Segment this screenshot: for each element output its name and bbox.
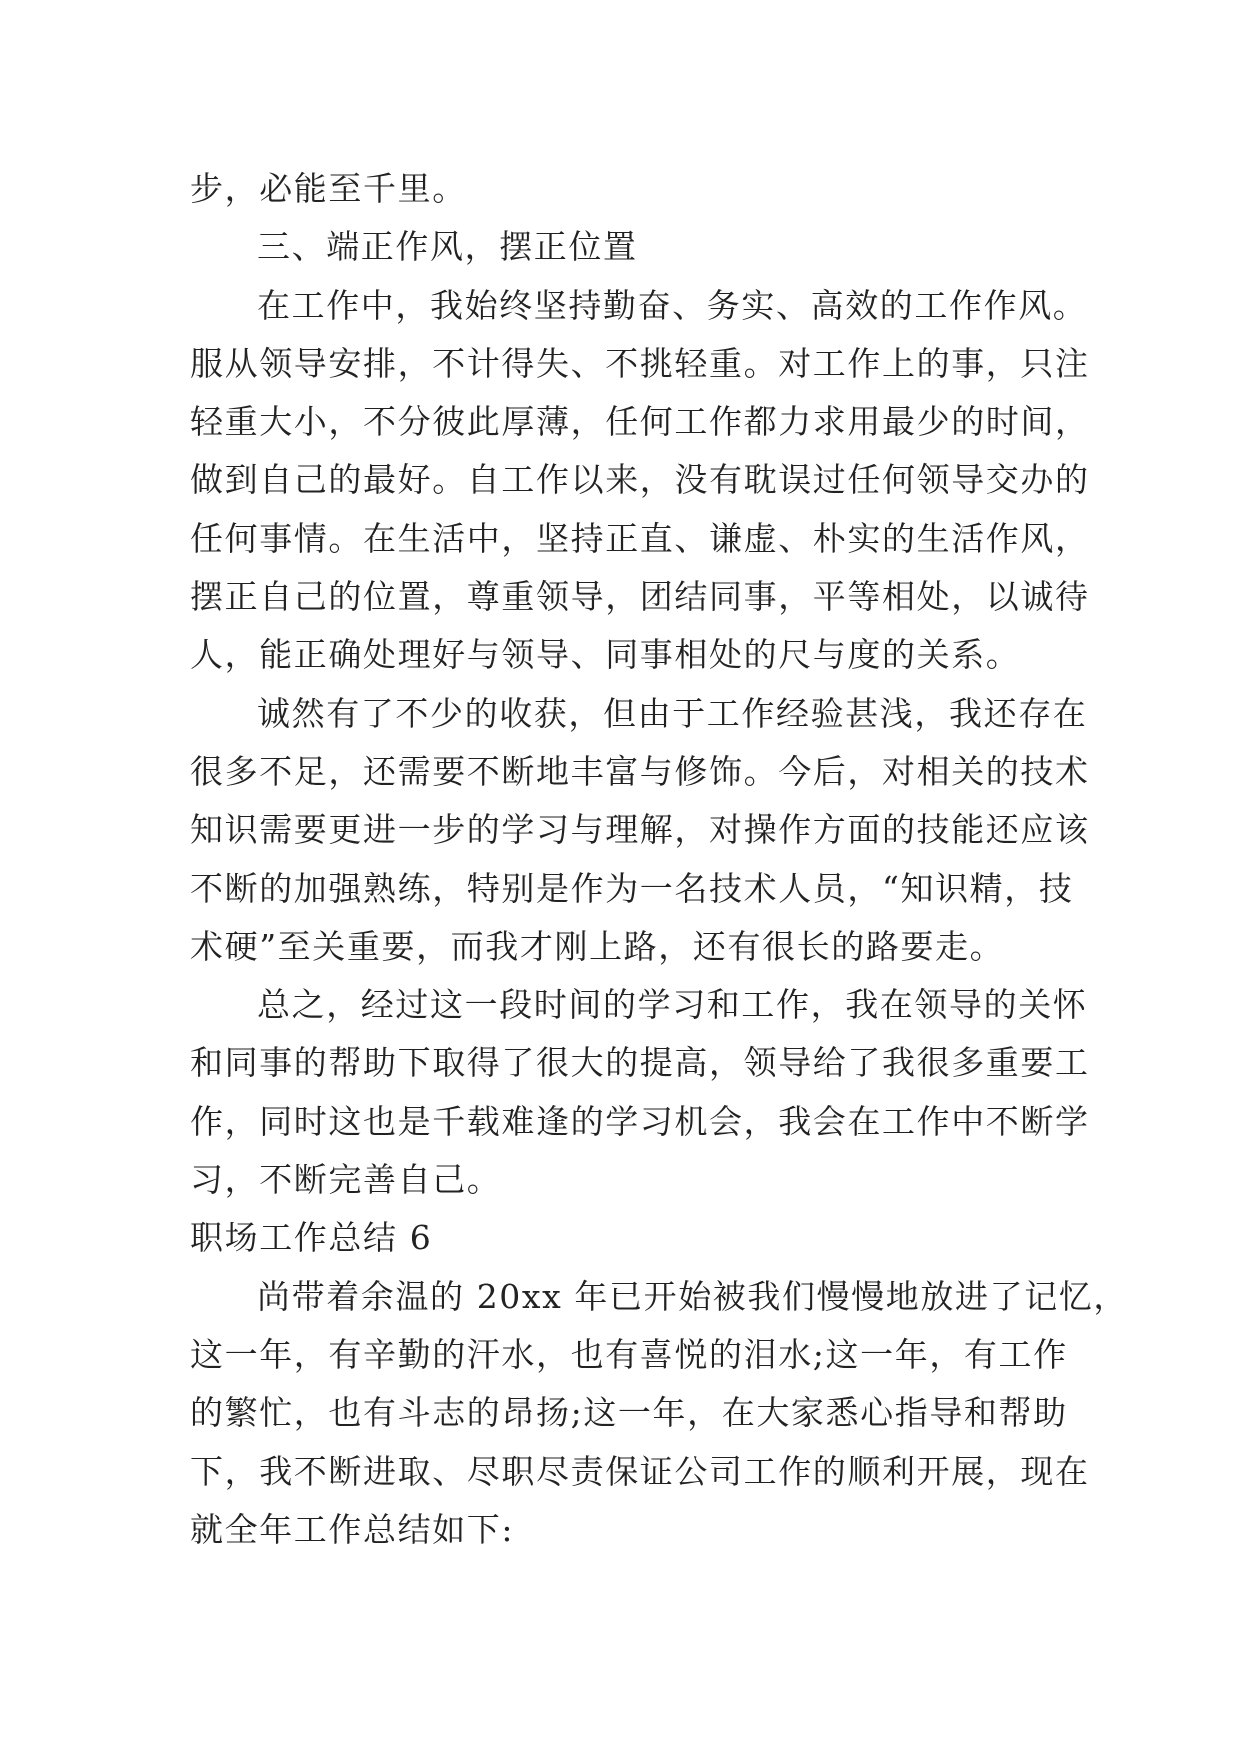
- text-line: 不断的加强熟练，特别是作为一名技术人员，“知识精，技: [190, 868, 1074, 908]
- text-line: 任何事情。在生活中，坚持正直、谦虚、朴实的生活作风，: [190, 518, 1090, 558]
- text-line: 诚然有了不少的收获，但由于工作经验甚浅，我还存在: [257, 693, 1088, 733]
- text-line: 术硬”至关重要，而我才刚上路，还有很长的路要走。: [190, 926, 1005, 966]
- text-line: 总之，经过这一段时间的学习和工作，我在领导的关怀: [257, 985, 1088, 1025]
- text-line: 下，我不断进取、尽职尽责保证公司工作的顺利开展，现在: [190, 1451, 1090, 1491]
- text-line: 作，同时这也是千载难逢的学习机会，我会在工作中不断学: [190, 1101, 1090, 1141]
- text-line: 步，必能至千里。: [190, 169, 467, 208]
- text-line: 服从领导安排，不计得失、不挑轻重。对工作上的事，只注: [190, 343, 1090, 383]
- text-line: 就全年工作总结如下:: [190, 1509, 515, 1549]
- text-line: 轻重大小，不分彼此厚薄，任何工作都力求用最少的时间，: [190, 402, 1090, 442]
- text-line: 知识需要更进一步的学习与理解，对操作方面的技能还应该: [190, 810, 1090, 850]
- text-line: 人，能正确处理好与领导、同事相处的尺与度的关系。: [190, 635, 1021, 675]
- document-page: [190, 160, 1128, 1559]
- text-line: 很多不足，还需要不断地丰富与修饰。今后，对相关的技术: [190, 751, 1090, 791]
- text-line: 尚带着余温的 20xx 年已开始被我们慢慢地放进了记忆，: [257, 1276, 1128, 1316]
- text-line: 在工作中，我始终坚持勤奋、务实、高效的工作作风。: [257, 285, 1088, 325]
- text-line: 习，不断完善自己。: [190, 1160, 502, 1200]
- section-heading: 三、端正作风，摆正位置: [257, 227, 638, 267]
- text-line: 这一年，有辛勤的汗水，也有喜悦的泪水;这一年，有工作: [190, 1334, 1068, 1374]
- text-line: 的繁忙，也有斗志的昂扬;这一年，在大家悉心指导和帮助: [190, 1393, 1068, 1433]
- text-line: 摆正自己的位置，尊重领导，团结同事，平等相处，以诚待: [190, 577, 1090, 617]
- article-title: 职场工作总结 6: [190, 1218, 433, 1258]
- text-line: 和同事的帮助下取得了很大的提高，领导给了我很多重要工: [190, 1043, 1090, 1083]
- text-line: 做到自己的最好。自工作以来，没有耽误过任何领导交办的: [190, 460, 1090, 500]
